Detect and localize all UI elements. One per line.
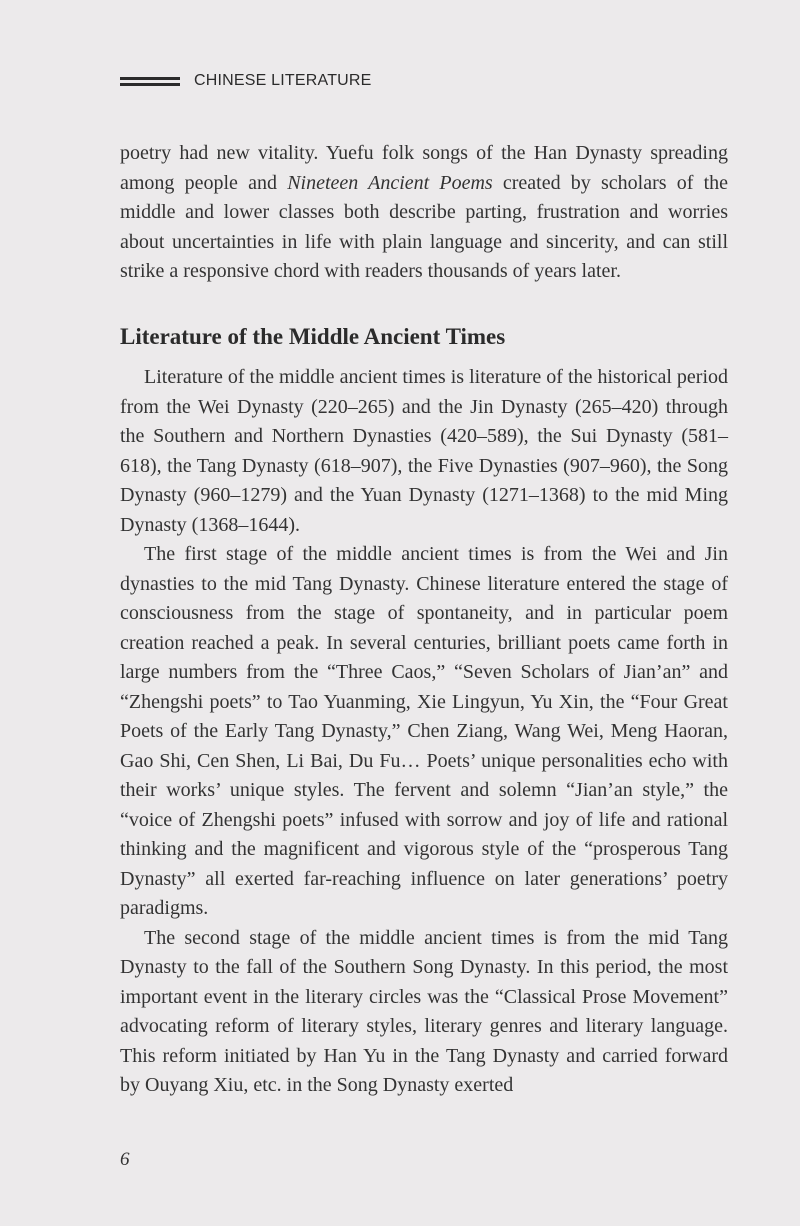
section-heading: Literature of the Middle Ancient Times (120, 323, 506, 349)
intro-paragraph (120, 139, 728, 287)
intro-text-2: created by scholars of the middle and lower classes both describe parting, frustration and worries about uncertainties in life with plain language and sincerity, and can still strike a responsive chord with readers thousands of years later. (120, 171, 728, 282)
page-body (120, 139, 728, 1101)
header-rule (120, 77, 180, 86)
paragraph: The second stage of the middle ancient times is from the mid Tang Dynasty to the fall of the Southern Song Dynasty. In this period, the most important event in the literary circles was the “Classical Prose Movement” advocating reform of literary styles, literary genres and literary language. This reform initiated by Han Yu in the Tang Dynasty and carried forward by Ouyang Xiu, etc. in the Song Dynasty exerted (120, 926, 728, 1096)
intro-text-1: poetry had new vitality. Yuefu folk songs of the Han Dynasty spreading among people and (120, 142, 728, 194)
running-head: CHINESE LITERATURE (194, 72, 372, 89)
paragraph: Literature of the middle ancient times is literature of the historical period from the Wei Dynasty (220–265) and the Jin Dynasty (265–420) through the Southern and Northern Dynasties (420–589), the Sui Dynasty (581–618), the Tang Dynasty (618–907), the Five Dynasties (907–960), the Song Dynasty (960–1279) and the Yuan Dynasty (1271–1368) to the mid Ming Dynasty (1368–1644). (120, 366, 728, 536)
page-number: 6 (120, 1149, 130, 1170)
paragraph: The first stage of the middle ancient times is from the Wei and Jin dynasties to the mid Tang Dynasty. Chinese literature entered the stage of consciousness from the stage of spontaneity, and in particular poem creation reached a peak. In several centuries, brilliant poets came forth in large numbers from the “Three Caos,” “Seven Scholars of Jian’an” and “Zhengshi poets” to Tao Yuanming, Xie Lingyun, Yu Xin, the “Four Great Poets of the Early Tang Dynasty,” Chen Ziang, Wang Wei, Meng Haoran, Gao Shi, Cen Shen, Li Bai, Du Fu… Poets’ unique personalities echo with their works’ unique styles. The fervent and solemn “Jian’an style,” the “voice of Zhengshi poets” infused with sorrow and joy of life and rational thinking and the magnificent and vigorous style of the “prosperous Tang Dynasty” all exerted far-reaching influence on later generations’ poetry paradigms. (120, 543, 728, 919)
intro-italic-title: Nineteen Ancient Poems (287, 171, 493, 194)
running-header (120, 72, 372, 90)
